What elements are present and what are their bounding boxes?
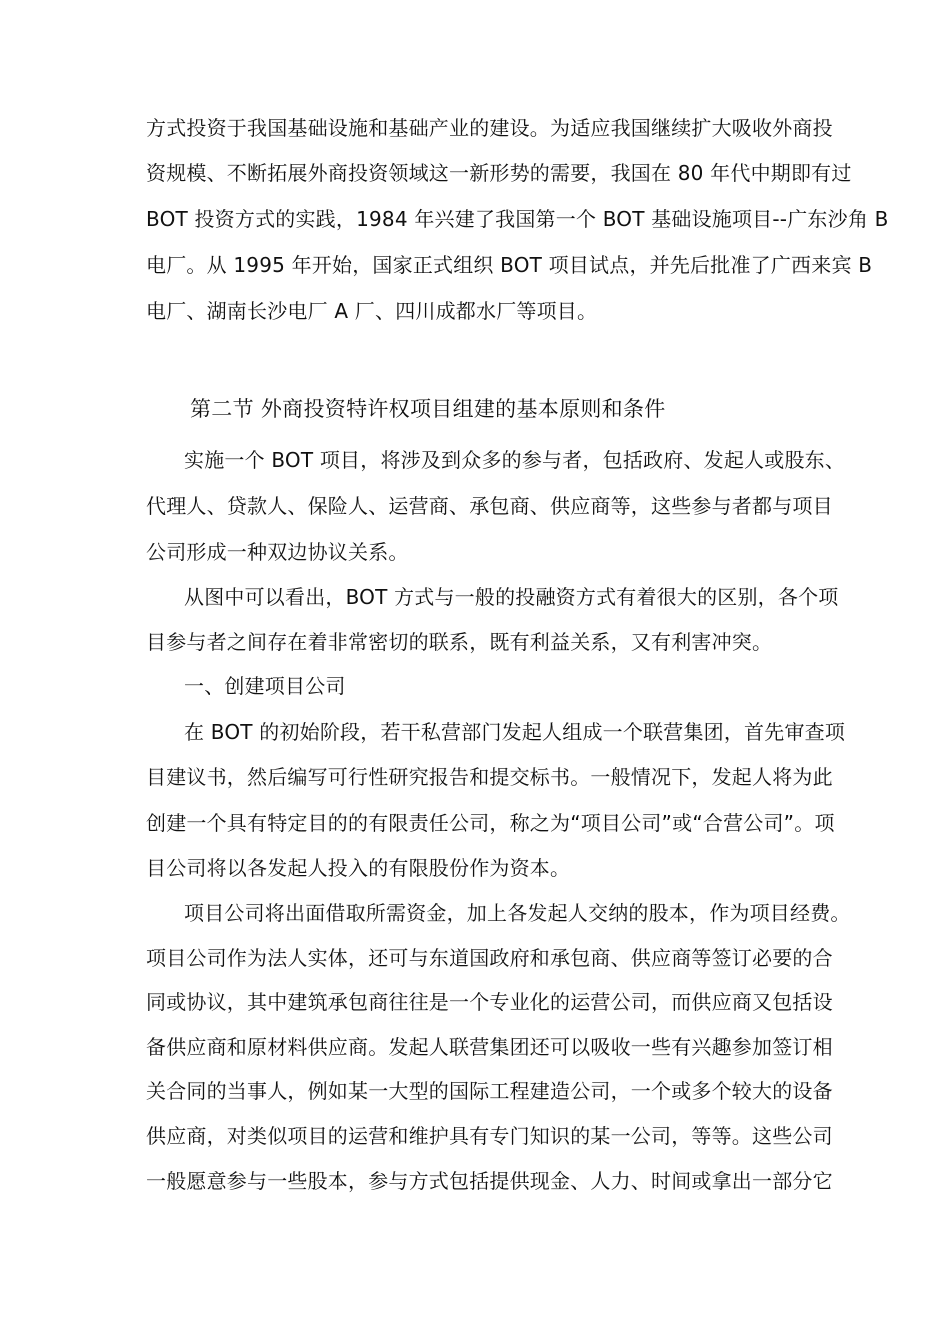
paragraph-funding-line-6: 供应商，对类似项目的运营和维护具有专门知识的某一公司，等等。这些公司 [146, 1124, 833, 1148]
subheading: 一、创建项目公司 [184, 674, 346, 698]
paragraph-parties-line-2: 代理人、贷款人、保险人、运营商、承包商、供应商等，这些参与者都与项目 [146, 494, 833, 518]
paragraph-funding-line-4: 备供应商和原材料供应商。发起人联营集团还可以吸收一些有兴趣参加签订相 [146, 1035, 833, 1059]
paragraph-intro-line-1: 方式投资于我国基础设施和基础产业的建设。为适应我国继续扩大吸收外商投 [146, 116, 833, 140]
paragraph-funding-line-2: 项目公司作为法人实体，还可与东道国政府和承包商、供应商等签订必要的合 [146, 946, 833, 970]
paragraph-intro-line-5: 电厂、湖南长沙电厂 A 厂、四川成都水厂等项目。 [146, 299, 598, 323]
paragraph-funding-line-1: 项目公司将出面借取所需资金，加上各发起人交纳的股本，作为项目经费。 [184, 901, 851, 925]
paragraph-funding-line-7: 一般愿意参与一些股本，参与方式包括提供现金、人力、时间或拿出一部分它 [146, 1169, 833, 1193]
paragraph-intro-line-2: 资规模、不断拓展外商投资领域这一新形势的需要，我国在 80 年代中期即有过 [146, 161, 852, 185]
paragraph-diagram-line-1: 从图中可以看出，BOT 方式与一般的投融资方式有着很大的区别，各个项 [184, 585, 839, 609]
section-heading: 第二节 外商投资特许权项目组建的基本原则和条件 [190, 397, 666, 421]
paragraph-company-line-4: 目公司将以各发起人投入的有限股份作为资本。 [146, 856, 571, 880]
paragraph-intro-line-4: 电厂。从 1995 年开始，国家正式组织 BOT 项目试点，并先后批准了广西来宾 B [146, 253, 873, 277]
paragraph-parties-line-1: 实施一个 BOT 项目，将涉及到众多的参与者，包括政府、发起人或股东、 [184, 448, 846, 472]
paragraph-funding-line-3: 同或协议，其中建筑承包商往往是一个专业化的运营公司，而供应商又包括设 [146, 990, 833, 1014]
paragraph-diagram-line-2: 目参与者之间存在着非常密切的联系，既有利益关系，又有利害冲突。 [146, 630, 773, 654]
paragraph-intro-line-3: BOT 投资方式的实践，1984 年兴建了我国第一个 BOT 基础设施项目--广东沙角 B [146, 207, 889, 231]
paragraph-company-line-1: 在 BOT 的初始阶段，若干私营部门发起人组成一个联营集团，首先审查项 [184, 720, 846, 744]
paragraph-funding-line-5: 关合同的当事人，例如某一大型的国际工程建造公司，一个或多个较大的设备 [146, 1079, 833, 1103]
paragraph-company-line-3: 创建一个具有特定目的的有限责任公司，称之为“项目公司”或“合营公司”。项 [146, 811, 835, 835]
paragraph-parties-line-3: 公司形成一种双边协议关系。 [146, 540, 409, 564]
paragraph-company-line-2: 目建议书，然后编写可行性研究报告和提交标书。一般情况下，发起人将为此 [146, 765, 833, 789]
